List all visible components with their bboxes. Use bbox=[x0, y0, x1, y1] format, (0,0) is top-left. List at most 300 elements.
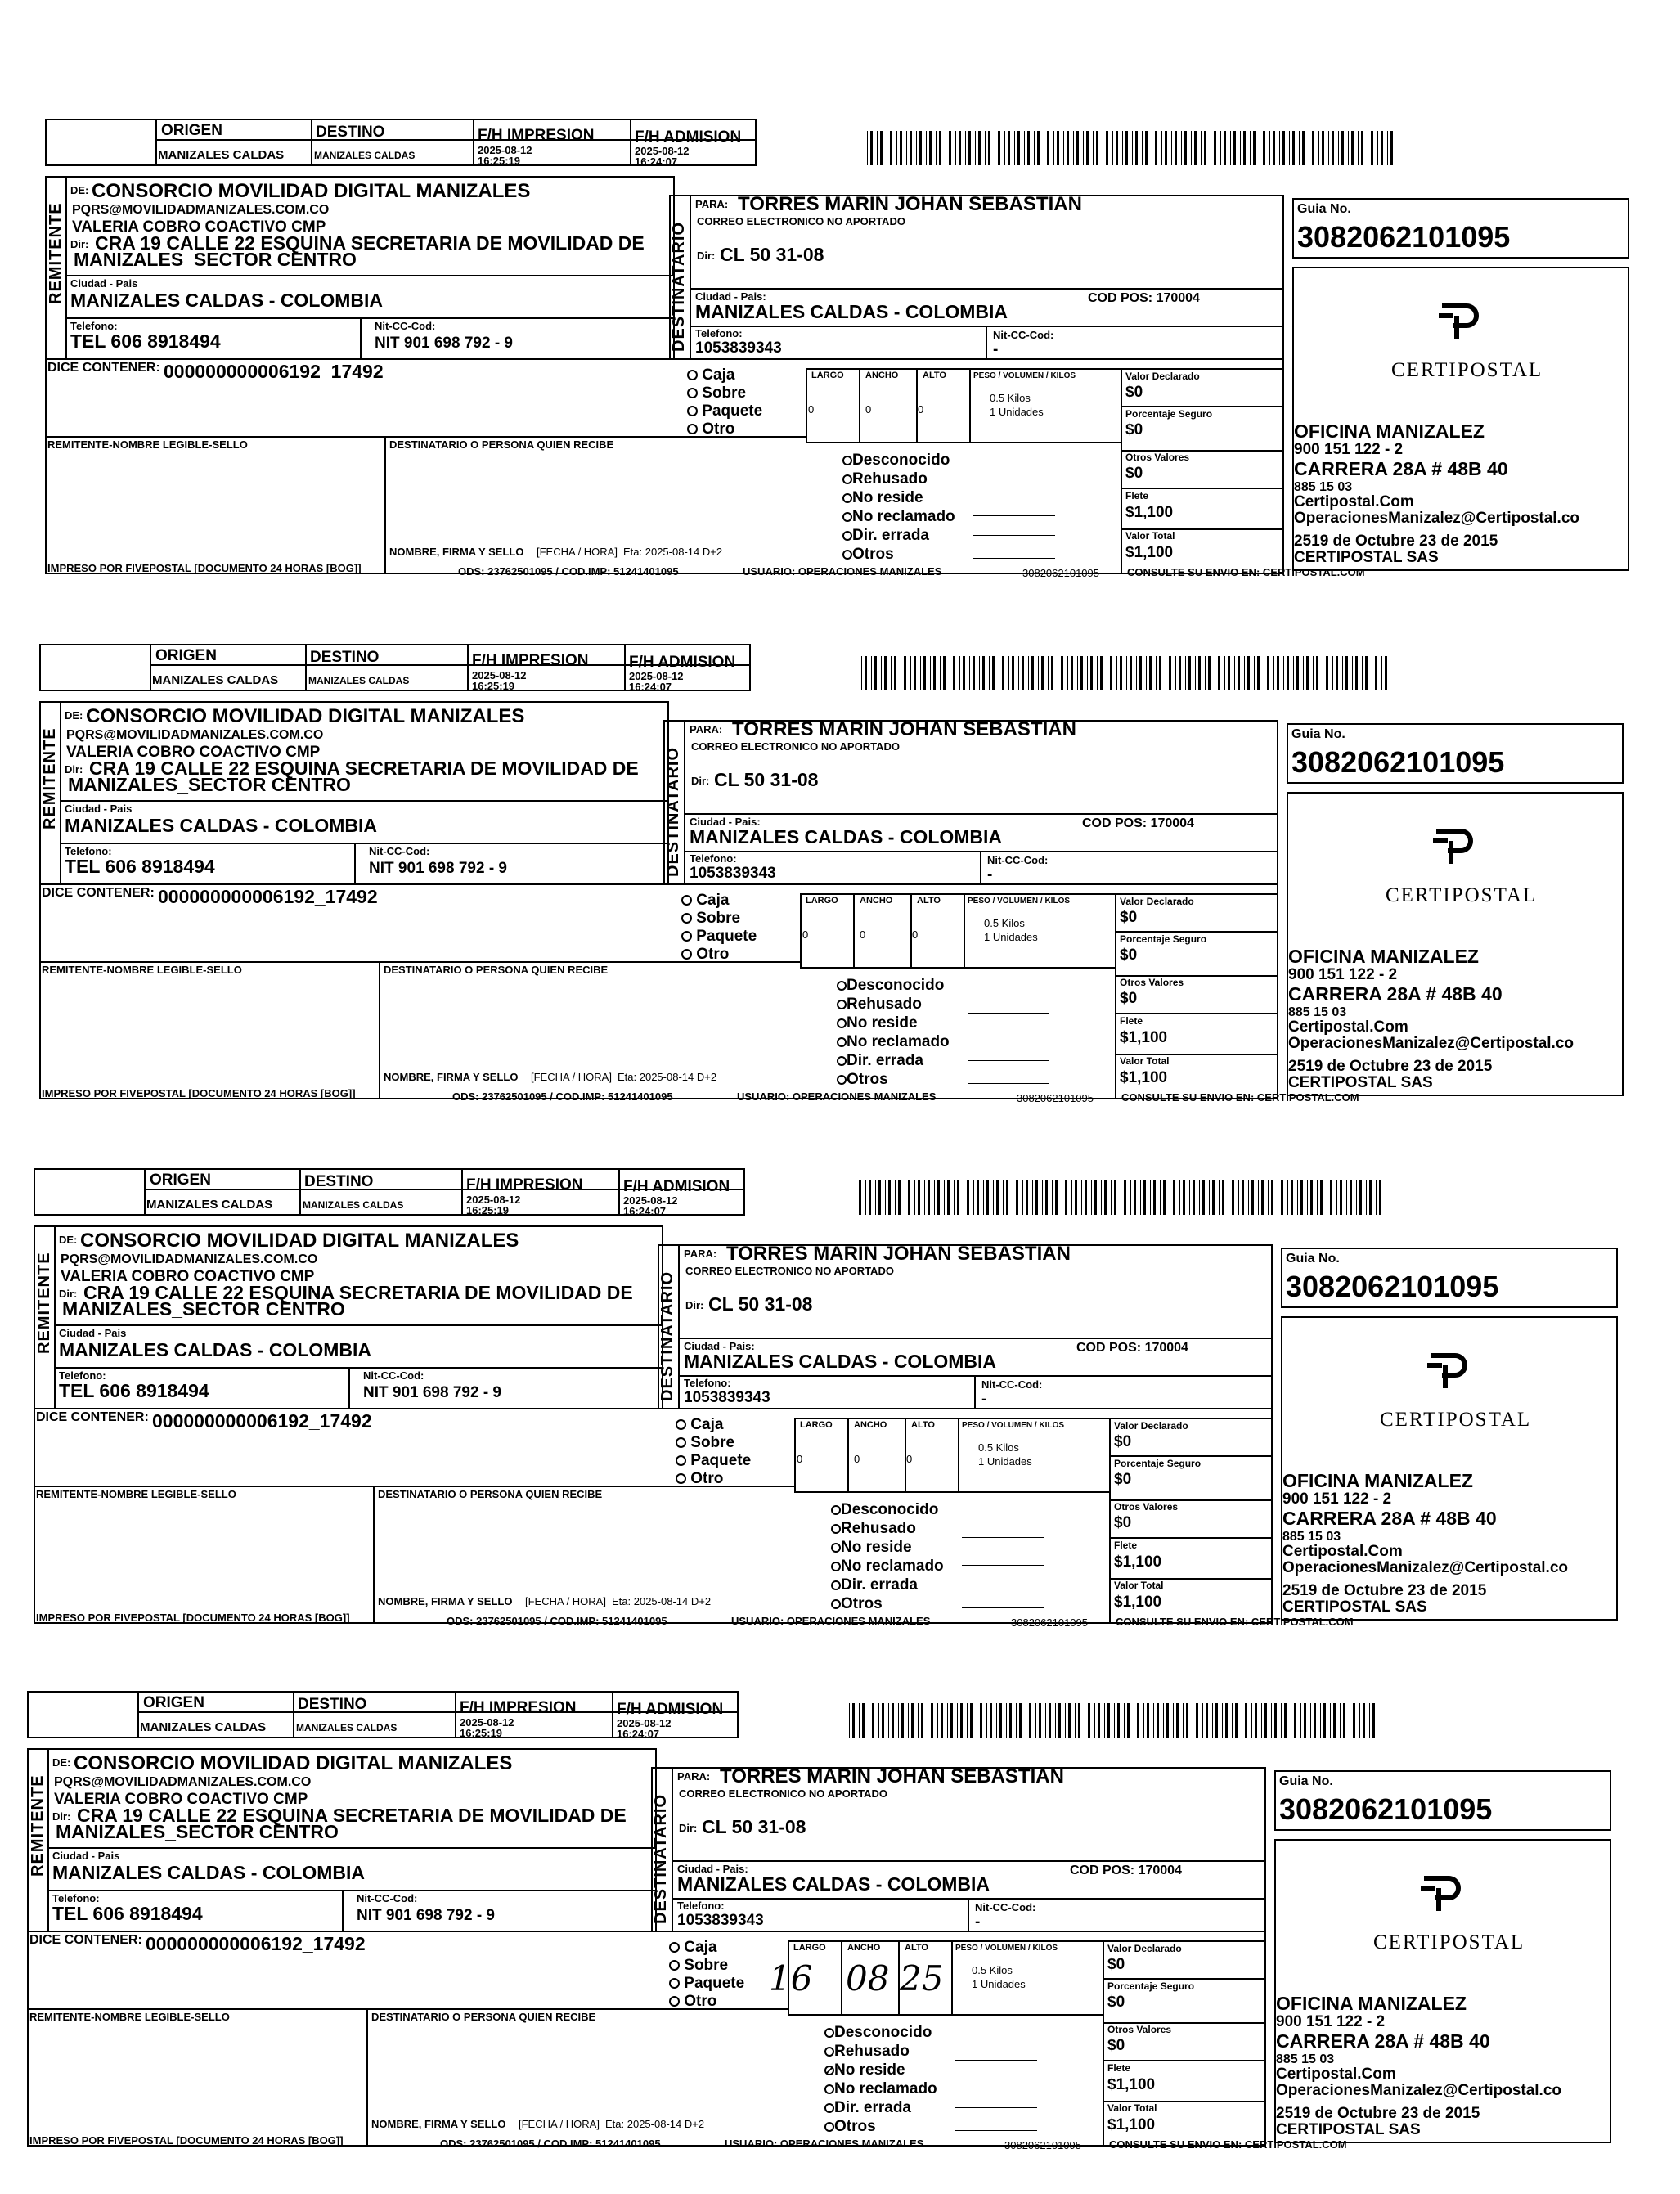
destinatario-para-label: PARA: bbox=[690, 723, 723, 735]
remitente-nit: NIT 901 698 792 - 9 bbox=[369, 860, 507, 877]
barcode-image bbox=[867, 131, 1399, 165]
valor-declarado: $0 bbox=[1114, 1433, 1132, 1450]
remitente-telefono: TEL 606 8918494 bbox=[52, 1903, 203, 1924]
impresion-date: 2025-08-12 bbox=[478, 144, 532, 156]
certipostal-email: OperacionesManizalez@Certipostal.co bbox=[1288, 1035, 1574, 1052]
destinatario-address: CL 50 31-08 bbox=[702, 1816, 806, 1837]
radio-icon bbox=[824, 2084, 834, 2094]
firma-label: NOMBRE, FIRMA Y SELLO bbox=[384, 1071, 519, 1083]
tipo-paquete[interactable]: Paquete bbox=[687, 403, 762, 419]
remitente-ciudad-label: Ciudad - Pais bbox=[65, 803, 133, 815]
remitente-sello-label: REMITENTE-NOMBRE LEGIBLE-SELLO bbox=[36, 1488, 236, 1500]
destino-value: MANIZALES CALDAS bbox=[314, 150, 416, 161]
motivo-otros[interactable]: Otros bbox=[824, 2119, 937, 2134]
motivo-list bbox=[824, 2025, 937, 2134]
destinatario-nit: - bbox=[987, 866, 993, 883]
admision-date: 2025-08-12 bbox=[617, 1717, 672, 1729]
remitente-telefono-label: Telefono: bbox=[70, 320, 118, 332]
fecha-label: [FECHA / HORA] bbox=[537, 546, 618, 558]
destinatario-ciudad-label: Ciudad - Pais: bbox=[695, 290, 766, 303]
radio-icon bbox=[687, 388, 698, 398]
motivo-rehusado[interactable]: Rehusado bbox=[824, 2043, 937, 2059]
destinatario-dir-label: Dir: bbox=[685, 1299, 704, 1311]
certipostal-direccion: CARRERA 28A # 48B 40 bbox=[1276, 2030, 1490, 2052]
origen-label: ORIGEN bbox=[150, 1171, 211, 1189]
valor-declarado-label: Valor Declarado bbox=[1107, 1943, 1182, 1954]
destinatario-nit-label: Nit-CC-Cod: bbox=[993, 329, 1054, 341]
remitente-nit: NIT 901 698 792 - 9 bbox=[363, 1384, 501, 1401]
tipo-list bbox=[669, 1940, 744, 2009]
radio-icon bbox=[831, 1562, 841, 1571]
tipo-paquete[interactable]: Paquete bbox=[681, 928, 757, 944]
remitente-email: PQRS@MOVILIDADMANIZALES.COM.CO bbox=[54, 1775, 312, 1789]
destinatario-recibe-label: DESTINATARIO O PERSONA QUIEN RECIBE bbox=[384, 964, 609, 976]
remitente-address1: CRA 19 CALLE 22 ESQUINA SECRETARIA DE MOVILIDAD DE bbox=[95, 232, 645, 254]
unidades-value: 1 Unidades bbox=[990, 406, 1044, 418]
remitente-ciudad: MANIZALES CALDAS - COLOMBIA bbox=[70, 290, 384, 311]
radio-icon bbox=[824, 2103, 834, 2113]
guia-label: Guia No. bbox=[1297, 202, 1351, 216]
radio-icon bbox=[669, 1978, 680, 1989]
radio-icon bbox=[831, 1524, 841, 1534]
certipostal-oficina: OFICINA MANIZALEZ bbox=[1288, 946, 1479, 967]
otros-valores-label: Otros Valores bbox=[1114, 1501, 1179, 1513]
remitente-sello-label: REMITENTE-NOMBRE LEGIBLE-SELLO bbox=[29, 2011, 230, 2023]
admision-time: 16:24:07 bbox=[629, 681, 672, 693]
footer-consulte: CONSULTE SU ENVIO EN: CERTIPOSTAL.COM bbox=[1127, 566, 1365, 578]
contenido-label: DICE CONTENER: bbox=[29, 1933, 142, 1947]
impresion-label: F/H IMPRESION bbox=[466, 1176, 583, 1194]
tipo-sobre[interactable]: Sobre bbox=[669, 1958, 744, 1973]
certipostal-logo-text: CERTIPOSTAL bbox=[1373, 1931, 1525, 1953]
destinatario-email-note: CORREO ELECTRONICO NO APORTADO bbox=[691, 740, 900, 753]
certipostal-logo-text: CERTIPOSTAL bbox=[1391, 359, 1543, 381]
destinatario-telefono-label: Telefono: bbox=[684, 1377, 731, 1389]
tipo-list bbox=[687, 367, 762, 437]
certipostal-nit: 900 151 122 - 2 bbox=[1282, 1490, 1392, 1508]
guia-number: 3082062101095 bbox=[1291, 745, 1505, 779]
destinatario-dir-label: Dir: bbox=[691, 775, 710, 787]
valor-total: $1,100 bbox=[1107, 2116, 1156, 2133]
destino-value: MANIZALES CALDAS bbox=[296, 1722, 398, 1733]
valor-declarado-label: Valor Declarado bbox=[1114, 1420, 1188, 1432]
admision-label: F/H ADMISION bbox=[629, 654, 736, 671]
footer-ods: ODS: 23762501095 / COD.IMP: 51241401095 bbox=[452, 1090, 673, 1103]
ancho-value: 0 bbox=[860, 928, 866, 941]
valor-total-label: Valor Total bbox=[1107, 2102, 1157, 2114]
valor-declarado: $0 bbox=[1107, 1956, 1125, 1973]
fecha-label: [FECHA / HORA] bbox=[531, 1071, 612, 1083]
certipostal-web: Certipostal.Com bbox=[1294, 493, 1414, 510]
flete: $1,100 bbox=[1120, 1029, 1168, 1046]
fecha-label: [FECHA / HORA] bbox=[525, 1595, 606, 1607]
radio-icon bbox=[842, 493, 852, 503]
guia-label: Guia No. bbox=[1291, 727, 1345, 741]
peso-value: 0.5 Kilos bbox=[978, 1441, 1019, 1454]
tipo-sobre[interactable]: Sobre bbox=[681, 910, 757, 926]
peso-value: 0.5 Kilos bbox=[984, 917, 1025, 929]
radio-icon bbox=[837, 1018, 847, 1028]
destino-value: MANIZALES CALDAS bbox=[303, 1199, 404, 1211]
certipostal-telefono: 885 15 03 bbox=[1288, 1005, 1347, 1019]
tipo-caja[interactable]: Caja bbox=[687, 367, 762, 383]
peso-label: PESO / VOLUMEN / KILOS bbox=[973, 371, 1076, 380]
porcentaje-seguro-label: Porcentaje Seguro bbox=[1120, 933, 1207, 945]
valor-total: $1,100 bbox=[1125, 544, 1174, 561]
tipo-otro[interactable]: Otro bbox=[669, 1994, 744, 2009]
destinatario-ciudad: MANIZALES CALDAS - COLOMBIA bbox=[677, 1873, 990, 1895]
certipostal-oficina: OFICINA MANIZALEZ bbox=[1282, 1470, 1473, 1491]
remitente-name: CONSORCIO MOVILIDAD DIGITAL MANIZALES bbox=[74, 1752, 513, 1774]
destinatario-telefono: 1053839343 bbox=[690, 865, 776, 882]
impresion-time: 16:25:19 bbox=[466, 1204, 510, 1216]
contenido-value: 000000000006192_17492 bbox=[164, 361, 384, 382]
peso-label: PESO / VOLUMEN / KILOS bbox=[968, 897, 1071, 906]
ancho-label: ANCHO bbox=[860, 896, 893, 906]
valor-total: $1,100 bbox=[1114, 1594, 1162, 1611]
tipo-caja[interactable]: Caja bbox=[681, 892, 757, 908]
destinatario-name: TORRES MARIN JOHAN SEBASTIAN bbox=[738, 193, 1082, 215]
alto-label: ALTO bbox=[923, 371, 946, 380]
motivo-rehusado[interactable]: Rehusado bbox=[831, 1521, 944, 1536]
admision-label: F/H ADMISION bbox=[635, 128, 742, 146]
destinatario-recibe-label: DESTINATARIO O PERSONA QUIEN RECIBE bbox=[371, 2011, 596, 2023]
eta: Eta: 2025-08-14 D+2 bbox=[612, 1595, 712, 1607]
porcentaje-seguro: $0 bbox=[1125, 421, 1143, 438]
otros-valores-label: Otros Valores bbox=[1125, 452, 1190, 463]
motivo-dir-errada[interactable]: Dir. errada bbox=[831, 1577, 944, 1593]
destinatario-ciudad: MANIZALES CALDAS - COLOMBIA bbox=[684, 1351, 997, 1372]
remitente-side-label: REMITENTE bbox=[41, 727, 59, 829]
footer-consulte: CONSULTE SU ENVIO EN: CERTIPOSTAL.COM bbox=[1121, 1091, 1359, 1104]
flete-label: Flete bbox=[1114, 1540, 1138, 1551]
remitente-sello-label: REMITENTE-NOMBRE LEGIBLE-SELLO bbox=[42, 964, 242, 976]
flete-label: Flete bbox=[1107, 2062, 1131, 2074]
remitente-nit-label: Nit-CC-Cod: bbox=[363, 1369, 424, 1382]
footer-guia: 3082062101095 bbox=[1004, 2139, 1081, 2151]
certipostal-direccion: CARRERA 28A # 48B 40 bbox=[1294, 458, 1508, 479]
shipping-slip bbox=[0, 0, 1680, 579]
certipostal-nit: 900 151 122 - 2 bbox=[1276, 2013, 1386, 2030]
remitente-email: PQRS@MOVILIDADMANIZALES.COM.CO bbox=[66, 728, 324, 742]
remitente-name: CONSORCIO MOVILIDAD DIGITAL MANIZALES bbox=[80, 1230, 519, 1252]
remitente-nit: NIT 901 698 792 - 9 bbox=[357, 1907, 495, 1924]
remitente-telefono: TEL 606 8918494 bbox=[70, 330, 221, 352]
valor-total: $1,100 bbox=[1120, 1069, 1168, 1086]
remitente-address1: CRA 19 CALLE 22 ESQUINA SECRETARIA DE MOVILIDAD DE bbox=[89, 758, 639, 779]
remitente-de-label: DE: bbox=[65, 709, 83, 722]
certipostal-oficina: OFICINA MANIZALEZ bbox=[1294, 420, 1485, 442]
tipo-caja[interactable]: Caja bbox=[669, 1940, 744, 1955]
peso-label: PESO / VOLUMEN / KILOS bbox=[962, 1421, 1065, 1430]
valor-total-label: Valor Total bbox=[1120, 1055, 1170, 1067]
destino-label: DESTINO bbox=[298, 1696, 367, 1713]
radio-icon bbox=[669, 1960, 680, 1971]
radio-icon bbox=[687, 424, 698, 434]
destinatario-telefono: 1053839343 bbox=[684, 1389, 770, 1406]
origen-value: MANIZALES CALDAS bbox=[158, 148, 285, 162]
radio-icon bbox=[831, 1505, 841, 1515]
motivo-rehusado[interactable]: Rehusado bbox=[842, 471, 955, 487]
destinatario-nit: - bbox=[975, 1913, 981, 1931]
destinatario-nit-label: Nit-CC-Cod: bbox=[981, 1378, 1043, 1391]
impresion-time: 16:25:19 bbox=[472, 680, 515, 692]
destinatario-nit: - bbox=[981, 1391, 987, 1408]
footer-consulte: CONSULTE SU ENVIO EN: CERTIPOSTAL.COM bbox=[1116, 1616, 1354, 1628]
destinatario-side-label: DESTINATARIO bbox=[658, 1270, 676, 1401]
tipo-list bbox=[681, 892, 757, 962]
certipostal-telefono: 885 15 03 bbox=[1276, 2052, 1335, 2066]
certipostal-email: OperacionesManizalez@Certipostal.co bbox=[1282, 1559, 1569, 1576]
contenido-label: DICE CONTENER: bbox=[42, 886, 155, 900]
destinatario-telefono-label: Telefono: bbox=[695, 327, 743, 339]
remitente-side-label: REMITENTE bbox=[29, 1774, 47, 1877]
motivo-desconocido[interactable]: Desconocido bbox=[831, 1502, 944, 1517]
destinatario-dir-label: Dir: bbox=[679, 1822, 698, 1834]
contenido-label: DICE CONTENER: bbox=[47, 361, 160, 375]
eta: Eta: 2025-08-14 D+2 bbox=[623, 546, 723, 558]
otros-valores: $0 bbox=[1107, 2037, 1125, 2054]
motivo-dir-errada[interactable]: Dir. errada bbox=[842, 528, 955, 543]
tipo-otro[interactable]: Otro bbox=[681, 946, 757, 962]
firma-label: NOMBRE, FIRMA Y SELLO bbox=[378, 1595, 513, 1607]
radio-icon bbox=[824, 2047, 834, 2057]
motivo-no-reclamado[interactable]: No reclamado bbox=[824, 2081, 937, 2097]
certipostal-direccion: CARRERA 28A # 48B 40 bbox=[1282, 1508, 1497, 1529]
porcentaje-seguro: $0 bbox=[1107, 1994, 1125, 2011]
remitente-address2: MANIZALES_SECTOR CENTRO bbox=[62, 1298, 345, 1320]
impresion-label: F/H IMPRESION bbox=[460, 1699, 577, 1716]
certipostal-nit: 900 151 122 - 2 bbox=[1294, 441, 1404, 458]
impresion-date: 2025-08-12 bbox=[472, 669, 527, 681]
remitente-address2: MANIZALES_SECTOR CENTRO bbox=[68, 774, 351, 795]
valor-declarado-label: Valor Declarado bbox=[1120, 896, 1194, 907]
tipo-caja[interactable]: Caja bbox=[676, 1417, 751, 1432]
footer-consulte: CONSULTE SU ENVIO EN: CERTIPOSTAL.COM bbox=[1109, 2138, 1347, 2151]
tipo-list bbox=[676, 1417, 751, 1486]
tipo-paquete[interactable]: Paquete bbox=[669, 1976, 744, 1991]
destinatario-address: CL 50 31-08 bbox=[714, 769, 819, 790]
motivo-no-reside[interactable]: No reside bbox=[824, 2062, 937, 2078]
destinatario-email-note: CORREO ELECTRONICO NO APORTADO bbox=[697, 215, 905, 227]
radio-icon bbox=[842, 512, 852, 522]
remitente-dir-label: Dir: bbox=[70, 238, 89, 250]
certipostal-logo-icon bbox=[1430, 826, 1474, 867]
firma-label: NOMBRE, FIRMA Y SELLO bbox=[389, 546, 524, 558]
certipostal-resolucion: 2519 de Octubre 23 de 2015 bbox=[1294, 533, 1498, 550]
remitente-telefono-label: Telefono: bbox=[59, 1369, 106, 1382]
destinatario-ciudad-label: Ciudad - Pais: bbox=[677, 1863, 748, 1875]
impresion-date: 2025-08-12 bbox=[466, 1194, 521, 1206]
motivo-desconocido[interactable]: Desconocido bbox=[842, 452, 955, 468]
admision-date: 2025-08-12 bbox=[635, 145, 690, 157]
remitente-email: PQRS@MOVILIDADMANIZALES.COM.CO bbox=[61, 1252, 318, 1266]
flete: $1,100 bbox=[1125, 504, 1174, 521]
remitente-address1: CRA 19 CALLE 22 ESQUINA SECRETARIA DE MOVILIDAD DE bbox=[77, 1805, 627, 1826]
impresion-time: 16:25:19 bbox=[460, 1727, 503, 1739]
largo-label: LARGO bbox=[806, 896, 838, 906]
certipostal-direccion: CARRERA 28A # 48B 40 bbox=[1288, 983, 1503, 1005]
ancho-label: ANCHO bbox=[847, 1943, 881, 1953]
destino-label: DESTINO bbox=[304, 1173, 374, 1190]
radio-icon bbox=[687, 406, 698, 416]
destinatario-email-note: CORREO ELECTRONICO NO APORTADO bbox=[679, 1787, 887, 1800]
motivo-no-reside[interactable]: No reside bbox=[831, 1540, 944, 1555]
footer-ods: ODS: 23762501095 / COD.IMP: 51241401095 bbox=[458, 565, 679, 578]
ancho-label: ANCHO bbox=[854, 1420, 887, 1430]
destinatario-nit-label: Nit-CC-Cod: bbox=[975, 1901, 1036, 1913]
flete-label: Flete bbox=[1125, 490, 1149, 501]
porcentaje-seguro-label: Porcentaje Seguro bbox=[1114, 1458, 1202, 1469]
destinatario-name: TORRES MARIN JOHAN SEBASTIAN bbox=[720, 1765, 1064, 1787]
guia-label: Guia No. bbox=[1286, 1252, 1340, 1266]
certipostal-empresa: CERTIPOSTAL SAS bbox=[1276, 2121, 1421, 2138]
motivo-otros[interactable]: Otros bbox=[842, 546, 955, 562]
porcentaje-seguro-label: Porcentaje Seguro bbox=[1107, 1980, 1195, 1992]
remitente-telefono-label: Telefono: bbox=[65, 845, 112, 857]
remitente-ciudad-label: Ciudad - Pais bbox=[52, 1850, 120, 1862]
unidades-value: 1 Unidades bbox=[972, 1978, 1026, 1990]
footer-ods: ODS: 23762501095 / COD.IMP: 51241401095 bbox=[447, 1615, 667, 1627]
footer-impreso: IMPRESO POR FIVEPOSTAL [DOCUMENTO 24 HORAS [BOG]] bbox=[36, 1612, 350, 1624]
barcode-image bbox=[856, 1180, 1387, 1215]
contenido-label: DICE CONTENER: bbox=[36, 1410, 149, 1424]
valor-declarado: $0 bbox=[1125, 384, 1143, 401]
certipostal-telefono: 885 15 03 bbox=[1294, 480, 1353, 494]
certipostal-logo-icon bbox=[1424, 1351, 1468, 1391]
footer-guia: 3082062101095 bbox=[1022, 567, 1099, 579]
motivo-no-reclamado[interactable]: No reclamado bbox=[842, 509, 955, 524]
handwritten-largo: 16 bbox=[769, 1958, 813, 1998]
certipostal-resolucion: 2519 de Octubre 23 de 2015 bbox=[1288, 1058, 1493, 1075]
remitente-nit-label: Nit-CC-Cod: bbox=[357, 1892, 418, 1904]
tipo-otro[interactable]: Otro bbox=[687, 421, 762, 437]
eta: Eta: 2025-08-14 D+2 bbox=[605, 2118, 705, 2130]
flete: $1,100 bbox=[1114, 1553, 1162, 1571]
impresion-time: 16:25:19 bbox=[478, 155, 521, 167]
remitente-name: CONSORCIO MOVILIDAD DIGITAL MANIZALES bbox=[92, 180, 531, 202]
largo-label: LARGO bbox=[800, 1420, 833, 1430]
ancho-value: 0 bbox=[854, 1453, 860, 1465]
tipo-otro[interactable]: Otro bbox=[676, 1471, 751, 1486]
destinatario-dir-label: Dir: bbox=[697, 250, 716, 262]
motivo-otros[interactable]: Otros bbox=[837, 1072, 950, 1087]
certipostal-empresa: CERTIPOSTAL SAS bbox=[1288, 1074, 1433, 1091]
destinatario-telefono: 1053839343 bbox=[695, 339, 782, 357]
radio-icon bbox=[669, 1996, 680, 2007]
largo-label: LARGO bbox=[793, 1943, 826, 1953]
destino-value: MANIZALES CALDAS bbox=[308, 675, 410, 686]
certipostal-web: Certipostal.Com bbox=[1276, 2066, 1396, 2083]
tipo-sobre[interactable]: Sobre bbox=[687, 385, 762, 401]
origen-label: ORIGEN bbox=[155, 647, 217, 664]
handwritten-alto: 25 bbox=[900, 1958, 944, 1998]
fecha-label: [FECHA / HORA] bbox=[519, 2118, 600, 2130]
motivo-no-reclamado[interactable]: No reclamado bbox=[837, 1034, 950, 1050]
remitente-dir-label: Dir: bbox=[52, 1810, 71, 1823]
remitente-sello-label: REMITENTE-NOMBRE LEGIBLE-SELLO bbox=[47, 438, 248, 451]
destinatario-side-label: DESTINATARIO bbox=[670, 221, 688, 352]
footer-impreso: IMPRESO POR FIVEPOSTAL [DOCUMENTO 24 HORAS [BOG]] bbox=[42, 1087, 356, 1099]
radio-icon bbox=[681, 895, 692, 906]
footer-impreso: IMPRESO POR FIVEPOSTAL [DOCUMENTO 24 HORAS [BOG]] bbox=[47, 562, 362, 574]
destinatario-para-label: PARA: bbox=[677, 1770, 711, 1783]
contenido-value: 000000000006192_17492 bbox=[152, 1410, 372, 1432]
motivo-desconocido[interactable]: Desconocido bbox=[837, 978, 950, 993]
motivo-otros[interactable]: Otros bbox=[831, 1596, 944, 1612]
tipo-sobre[interactable]: Sobre bbox=[676, 1435, 751, 1450]
certipostal-web: Certipostal.Com bbox=[1282, 1543, 1403, 1560]
remitente-email: PQRS@MOVILIDADMANIZALES.COM.CO bbox=[72, 203, 330, 217]
valor-total-label: Valor Total bbox=[1125, 530, 1175, 542]
radio-icon bbox=[824, 2122, 834, 2132]
destinatario-telefono-label: Telefono: bbox=[690, 852, 737, 865]
motivo-rehusado[interactable]: Rehusado bbox=[837, 996, 950, 1012]
impresion-date: 2025-08-12 bbox=[460, 1716, 514, 1729]
origen-label: ORIGEN bbox=[143, 1694, 204, 1711]
certipostal-logo-icon bbox=[1435, 301, 1480, 342]
destinatario-ciudad: MANIZALES CALDAS - COLOMBIA bbox=[695, 301, 1008, 322]
remitente-contact: VALERIA COBRO COACTIVO CMP bbox=[72, 218, 326, 236]
motivo-desconocido[interactable]: Desconocido bbox=[824, 2025, 937, 2040]
certipostal-nit: 900 151 122 - 2 bbox=[1288, 966, 1398, 983]
radio-icon bbox=[676, 1419, 686, 1430]
ancho-value: 0 bbox=[865, 403, 872, 416]
radio-icon bbox=[831, 1543, 841, 1553]
certipostal-oficina: OFICINA MANIZALEZ bbox=[1276, 1993, 1467, 2014]
eta: Eta: 2025-08-14 D+2 bbox=[618, 1071, 717, 1083]
otros-valores-label: Otros Valores bbox=[1107, 2024, 1172, 2035]
motivo-dir-errada[interactable]: Dir. errada bbox=[824, 2100, 937, 2115]
certipostal-logo-text: CERTIPOSTAL bbox=[1386, 884, 1538, 906]
contenido-value: 000000000006192_17492 bbox=[158, 886, 378, 907]
radio-icon bbox=[676, 1473, 686, 1484]
remitente-telefono: TEL 606 8918494 bbox=[59, 1380, 209, 1401]
contenido-value: 000000000006192_17492 bbox=[146, 1933, 366, 1954]
alto-value: 0 bbox=[906, 1453, 913, 1465]
peso-value: 0.5 Kilos bbox=[972, 1964, 1013, 1976]
origen-label: ORIGEN bbox=[161, 122, 222, 139]
admision-time: 16:24:07 bbox=[635, 155, 678, 168]
tipo-paquete[interactable]: Paquete bbox=[676, 1453, 751, 1468]
certipostal-logo-text: CERTIPOSTAL bbox=[1380, 1409, 1532, 1431]
footer-impreso: IMPRESO POR FIVEPOSTAL [DOCUMENTO 24 HORAS [BOG]] bbox=[29, 2134, 344, 2147]
remitente-de-label: DE: bbox=[59, 1234, 78, 1246]
flete-label: Flete bbox=[1120, 1015, 1143, 1027]
barcode-image bbox=[849, 1703, 1381, 1738]
motivo-no-reside[interactable]: No reside bbox=[837, 1015, 950, 1031]
remitente-ciudad: MANIZALES CALDAS - COLOMBIA bbox=[52, 1862, 366, 1883]
origen-value: MANIZALES CALDAS bbox=[152, 673, 279, 687]
alto-value: 0 bbox=[912, 928, 919, 941]
certipostal-resolucion: 2519 de Octubre 23 de 2015 bbox=[1276, 2105, 1480, 2122]
guia-label: Guia No. bbox=[1279, 1774, 1333, 1788]
otros-valores: $0 bbox=[1125, 465, 1143, 482]
motivo-no-reside[interactable]: No reside bbox=[842, 490, 955, 506]
footer-usuario: USUARIO: OPERACIONES MANIZALES bbox=[743, 565, 942, 578]
motivo-no-reclamado[interactable]: No reclamado bbox=[831, 1558, 944, 1574]
radio-icon bbox=[676, 1437, 686, 1448]
destinatario-name: TORRES MARIN JOHAN SEBASTIAN bbox=[726, 1243, 1071, 1265]
remitente-telefono-label: Telefono: bbox=[52, 1892, 100, 1904]
unidades-value: 1 Unidades bbox=[984, 931, 1038, 943]
radio-icon bbox=[681, 913, 692, 924]
motivo-dir-errada[interactable]: Dir. errada bbox=[837, 1053, 950, 1068]
destino-label: DESTINO bbox=[316, 124, 385, 141]
valor-declarado-label: Valor Declarado bbox=[1125, 371, 1200, 382]
destinatario-address: CL 50 31-08 bbox=[708, 1293, 813, 1315]
peso-value: 0.5 Kilos bbox=[990, 392, 1031, 404]
